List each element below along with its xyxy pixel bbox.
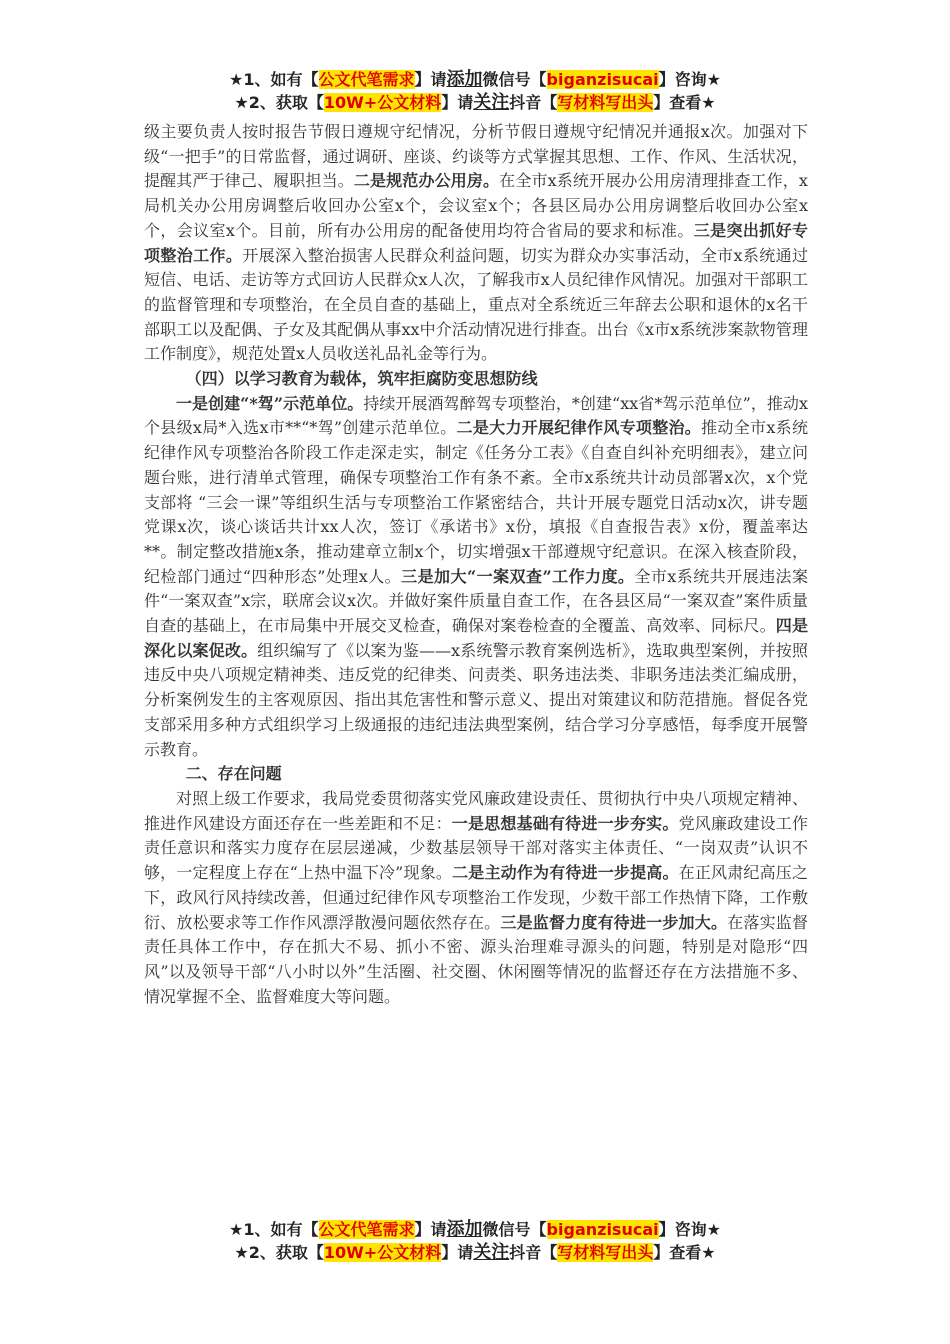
paragraph-text: 全市x系统共开展违法案件“一案双查”x宗，联席会议x次。并做好案件质量自查工作，在各县区局“一案双查”案件质量自查的基础上，在市局集中开展交叉检查，确保对案卷检查的全覆盖、高效率、同标尺。 [144, 566, 808, 636]
banner-text: 】请 [441, 93, 474, 112]
paragraph-text: 开展深入整治损害人民群众利益问题，切实为群众办实事活动，全市x系统通过短信、电话、走访等方式回访人民群众x人次，了解我市x人员纪律作风情况。加强对干部职工的监督管理和专项整治，在全员自查的基础上，重点对全系统近三年辞去公职和退休的x名干部职工以及配偶、子女及其配偶从事xx中介活动情况进行排查。出台《x市x系统涉案款物管理工作制度》，规范处置x人员收送礼品礼金等行为。 [144, 245, 808, 364]
paragraph-bold-point: 二是大力开展纪律作风专项整治。 [456, 418, 702, 438]
paragraph-bold-point: 一是创建“*驾”示范单位。 [176, 393, 364, 413]
banner-wechat-id: biganzisucai [546, 1220, 659, 1239]
banner-text: 微信号【 [482, 70, 547, 89]
paragraph-text: 在全市x系统开展办公用房清理排查工作，x局机关办公用房调整后收回办公室x个，会议室x个；各县区局办公用房调整后收回办公室x个，会议室x个。目前，所有办公用房的配备使用均符合省局的要求和标准。 [144, 171, 808, 240]
paragraph-supervision [144, 120, 808, 367]
banner-text: 微信号【 [482, 1220, 547, 1239]
paragraph-text: 对照上级工作要求，我局党委贯彻落实党风廉政建设责任、贯彻执行中央八项规定精神、推进作风建设方面还存在一些差距和不足： [144, 788, 808, 833]
banner-text: 】请 [414, 70, 447, 89]
paragraph-text: 推动全市x系统纪律作风专项整治各阶段工作走深走实，制定《任务分工表》《自查自纠补充明细表》，建立问题台账，进行清单式管理，确保专项整治工作有条不紊。全市x系统共计动员部署x次，x个党支部将 “三会一课”等组织生活与专项整治工作紧密结合，共计开展专题党日活动x次，讲专题党课x次，谈心谈话共计xx人次，签订《承诺书》x份，填报《自查报告表》x份，覆盖率达**。制定整改措施x条，推动建章立制x个，切实增强x干部遵规守纪意识。在深入核查阶段，纪检部门通过“四种形态”处理x人。 [144, 418, 808, 586]
banner-line-2 [0, 1241, 950, 1264]
section-heading-4: （四）以学习教育为载体，筑牢拒腐防变思想防线 [185, 369, 538, 389]
paragraph-text: 级主要负责人按时报告节假日遵规守纪情况，分析节假日遵规守纪情况并通报x次。加强对下级“一把手”的日常监督，通过调研、座谈、约谈等方式掌握其思想、工作、作风、生活状况，提醒其严于律己、履职担当。 [144, 122, 808, 191]
banner-douyin-id: 写材料写出头 [557, 93, 654, 112]
banner-emphasis: 关注 [473, 1242, 510, 1263]
paragraph-text: 在落实监督责任具体工作中，存在抓大不易、抓小不密、源头治理难寻源头的问题，特别是对隐形“四风”以及领导干部“八小时以外”生活圈、社交圈、休闲圈等情况的监督还存在方法措施不多、情况掌握不全、监督难度大等问题。 [144, 912, 808, 1006]
banner-highlight: 10W+公文材料 [323, 1243, 442, 1262]
banner-line-1 [0, 68, 950, 91]
paragraph-bold-point: 四是深化以案促改。 [144, 616, 808, 660]
banner-highlight: 公文代笔需求 [318, 1220, 415, 1239]
paragraph-text: 组织编写了《以案为鉴——x系统警示教育案例选析》，选取典型案例，并按照违反中央八项规定精神类、违反党的纪律类、问责类、职务违法类、非职务违法类汇编成册，分析案例发生的主客观原因、指出其危害性和警示意义、提出对策建议和防范措施。督促各党支部采用多种方式组织学习上级通报的违纪违法典型案例，结合学习分享感悟，每季度开展警示教育。 [144, 640, 808, 759]
banner-text: ★2、获取【 [234, 93, 324, 112]
paragraph-bold-point: 三是突出抓好专项整治工作。 [144, 220, 808, 265]
paragraph-education [144, 392, 808, 763]
banner-text: 】咨询★ [658, 1220, 721, 1239]
banner-highlight: 10W+公文材料 [323, 93, 442, 112]
banner-text: 】查看★ [653, 1243, 716, 1262]
banner-text: ★1、如有【 [229, 1220, 319, 1239]
banner-douyin-id: 写材料写出头 [557, 1243, 654, 1262]
banner-emphasis: 关注 [473, 92, 510, 113]
banner-line-2 [0, 91, 950, 114]
paragraph-bold-point: 一是思想基础有待进一步夯实。 [451, 813, 679, 833]
banner-text: 抖音【 [509, 1243, 558, 1262]
paragraph-bold-point: 三是加大“一案双查”工作力度。 [401, 566, 635, 586]
banner-highlight: 公文代笔需求 [318, 70, 415, 89]
banner-text: 】请 [414, 1220, 447, 1239]
paragraph-bold-point: 二是主动作为有待进一步提高。 [452, 863, 679, 883]
banner-text: 抖音【 [509, 93, 558, 112]
paragraph-problems [144, 787, 808, 1009]
banner-emphasis: 添加 [446, 1219, 483, 1240]
banner-emphasis: 添加 [446, 69, 483, 90]
banner-text: 】查看★ [653, 93, 716, 112]
document-body [144, 120, 808, 1009]
header-banner [0, 68, 950, 114]
paragraph-text: 党风廉政建设工作责任意识和落实力度存在层层递减，少数基层领导干部对落实主体责任、“一岗双责”认识不够，一定程度上存在“上热中温下冷”现象。 [144, 813, 808, 883]
section-heading-2: 二、存在问题 [185, 764, 282, 784]
paragraph-text: 持续开展酒驾醉驾专项整治，*创建“xx省*驾示范单位”，推动x个县级x局*入选x市**“*驾”创建示范单位。 [144, 393, 808, 438]
paragraph-bold-point: 三是监督力度有待进一步加大。 [500, 912, 728, 932]
banner-text: ★1、如有【 [229, 70, 319, 89]
banner-text: 】咨询★ [658, 70, 721, 89]
paragraph-bold-point: 二是规范办公用房。 [353, 171, 500, 191]
banner-text: ★2、获取【 [234, 1243, 324, 1262]
footer-banner [0, 1218, 950, 1264]
banner-text: 】请 [441, 1243, 474, 1262]
banner-line-1 [0, 1218, 950, 1241]
banner-wechat-id: biganzisucai [546, 70, 659, 89]
paragraph-text: 在正风肃纪高压之下，政风行风持续改善，但通过纪律作风专项整治工作发现，少数干部工作热情下降，工作敷衍、放松要求等工作作风漂浮散漫问题依然存在。 [144, 863, 808, 932]
